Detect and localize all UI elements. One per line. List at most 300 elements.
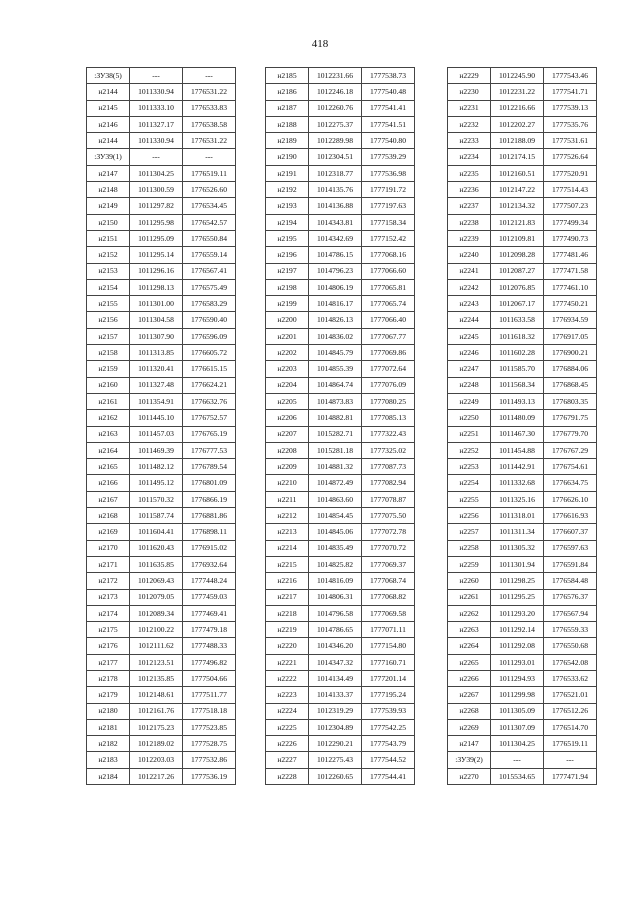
point-id-cell: н2212 bbox=[266, 508, 309, 524]
table-row bbox=[448, 589, 597, 605]
y-coordinate-cell: 1776550.68 bbox=[544, 638, 597, 654]
table-row bbox=[448, 670, 597, 686]
point-id-cell: н2172 bbox=[87, 573, 130, 589]
coordinates-table-3 bbox=[447, 67, 597, 785]
x-coordinate-cell: 1012123.51 bbox=[130, 654, 183, 670]
table-row bbox=[87, 247, 236, 263]
point-id-cell: н2224 bbox=[266, 703, 309, 719]
x-coordinate-cell: 1011469.39 bbox=[130, 442, 183, 458]
x-coordinate-cell: 1012109.81 bbox=[491, 230, 544, 246]
y-coordinate-cell: 1777078.87 bbox=[362, 491, 415, 507]
x-coordinate-cell: 1014796.23 bbox=[309, 263, 362, 279]
point-id-cell: н2255 bbox=[448, 491, 491, 507]
y-coordinate-cell: 1777065.74 bbox=[362, 296, 415, 312]
y-coordinate-cell: 1777068.16 bbox=[362, 247, 415, 263]
table-row bbox=[87, 540, 236, 556]
table-row bbox=[87, 605, 236, 621]
x-coordinate-cell: 1011568.34 bbox=[491, 377, 544, 393]
y-coordinate-cell: 1776521.01 bbox=[544, 687, 597, 703]
table-row bbox=[448, 410, 597, 426]
x-coordinate-cell: 1014806.31 bbox=[309, 589, 362, 605]
y-coordinate-cell: 1776575.49 bbox=[183, 279, 236, 295]
point-id-cell: н2270 bbox=[448, 768, 491, 784]
point-id-cell: н2259 bbox=[448, 556, 491, 572]
point-id-cell: н2153 bbox=[87, 263, 130, 279]
y-coordinate-cell: 1776752.57 bbox=[183, 410, 236, 426]
x-coordinate-cell: 1012231.66 bbox=[309, 68, 362, 84]
table-row bbox=[266, 654, 415, 670]
point-id-cell: н2213 bbox=[266, 524, 309, 540]
table-row bbox=[87, 393, 236, 409]
table-row bbox=[87, 230, 236, 246]
point-id-cell: н2188 bbox=[266, 116, 309, 132]
table-row bbox=[266, 279, 415, 295]
table-row bbox=[87, 84, 236, 100]
point-id-cell: н2250 bbox=[448, 410, 491, 426]
x-coordinate-cell: 1011304.58 bbox=[130, 312, 183, 328]
point-id-cell: н2151 bbox=[87, 230, 130, 246]
x-coordinate-cell: --- bbox=[130, 68, 183, 84]
page-number: 418 bbox=[311, 38, 329, 50]
table-row bbox=[266, 133, 415, 149]
x-coordinate-cell: 1014806.19 bbox=[309, 279, 362, 295]
point-id-cell: н2242 bbox=[448, 279, 491, 295]
x-coordinate-cell: 1011292.08 bbox=[491, 638, 544, 654]
point-id-cell: н2267 bbox=[448, 687, 491, 703]
table-row bbox=[87, 296, 236, 312]
y-coordinate-cell: 1777069.58 bbox=[362, 605, 415, 621]
point-id-cell: н2145 bbox=[87, 100, 130, 116]
table-row bbox=[87, 279, 236, 295]
table-row bbox=[87, 703, 236, 719]
point-id-cell: н2160 bbox=[87, 377, 130, 393]
x-coordinate-cell: 1012260.65 bbox=[309, 768, 362, 784]
y-coordinate-cell: --- bbox=[544, 752, 597, 768]
y-coordinate-cell: 1776632.76 bbox=[183, 393, 236, 409]
point-id-cell: н2171 bbox=[87, 556, 130, 572]
x-coordinate-cell: 1012148.61 bbox=[130, 687, 183, 703]
y-coordinate-cell: 1776634.75 bbox=[544, 475, 597, 491]
table-row bbox=[87, 736, 236, 752]
y-coordinate-cell: 1777528.75 bbox=[183, 736, 236, 752]
table-row bbox=[448, 361, 597, 377]
table-row bbox=[266, 540, 415, 556]
x-coordinate-cell: 1012100.22 bbox=[130, 622, 183, 638]
x-coordinate-cell: 1012231.22 bbox=[491, 84, 544, 100]
table-row bbox=[87, 182, 236, 198]
x-coordinate-cell: 1011570.32 bbox=[130, 491, 183, 507]
x-coordinate-cell: 1012216.66 bbox=[491, 100, 544, 116]
point-id-cell: н2168 bbox=[87, 508, 130, 524]
table-row bbox=[448, 263, 597, 279]
x-coordinate-cell: 1011602.28 bbox=[491, 345, 544, 361]
y-coordinate-cell: 1777195.24 bbox=[362, 687, 415, 703]
table-row bbox=[266, 752, 415, 768]
x-coordinate-cell: 1014786.65 bbox=[309, 622, 362, 638]
y-coordinate-cell: 1776777.53 bbox=[183, 442, 236, 458]
x-coordinate-cell: 1011318.01 bbox=[491, 508, 544, 524]
point-id-cell: н2254 bbox=[448, 475, 491, 491]
point-id-cell: н2178 bbox=[87, 670, 130, 686]
y-coordinate-cell: 1777538.73 bbox=[362, 68, 415, 84]
point-id-cell: :ЗУ38(5) bbox=[87, 68, 130, 84]
x-coordinate-cell: 1011327.48 bbox=[130, 377, 183, 393]
point-id-cell: н2214 bbox=[266, 540, 309, 556]
x-coordinate-cell: 1011454.88 bbox=[491, 442, 544, 458]
x-coordinate-cell: 1011293.20 bbox=[491, 605, 544, 621]
table-body bbox=[266, 68, 415, 785]
point-id-cell: н2186 bbox=[266, 84, 309, 100]
point-id-cell: н2201 bbox=[266, 328, 309, 344]
y-coordinate-cell: 1776559.14 bbox=[183, 247, 236, 263]
point-id-cell: н2260 bbox=[448, 573, 491, 589]
y-coordinate-cell: 1777539.93 bbox=[362, 703, 415, 719]
table-row bbox=[87, 654, 236, 670]
point-id-cell: н2200 bbox=[266, 312, 309, 328]
point-id-cell: н2163 bbox=[87, 426, 130, 442]
y-coordinate-cell: 1777070.72 bbox=[362, 540, 415, 556]
point-id-cell: н2229 bbox=[448, 68, 491, 84]
table-row bbox=[448, 165, 597, 181]
x-coordinate-cell: 1014796.58 bbox=[309, 605, 362, 621]
table-row bbox=[266, 149, 415, 165]
point-id-cell: н2191 bbox=[266, 165, 309, 181]
table-row bbox=[448, 133, 597, 149]
y-coordinate-cell: 1776898.11 bbox=[183, 524, 236, 540]
x-coordinate-cell: 1014816.09 bbox=[309, 573, 362, 589]
point-id-cell: н2169 bbox=[87, 524, 130, 540]
y-coordinate-cell: 1777197.63 bbox=[362, 198, 415, 214]
table-row bbox=[448, 328, 597, 344]
point-id-cell: н2249 bbox=[448, 393, 491, 409]
y-coordinate-cell: 1777471.58 bbox=[544, 263, 597, 279]
point-id-cell: н2262 bbox=[448, 605, 491, 621]
x-coordinate-cell: 1011620.43 bbox=[130, 540, 183, 556]
table-row bbox=[266, 263, 415, 279]
x-coordinate-cell: 1011604.41 bbox=[130, 524, 183, 540]
y-coordinate-cell: 1776934.59 bbox=[544, 312, 597, 328]
point-id-cell: н2263 bbox=[448, 622, 491, 638]
table-row bbox=[87, 638, 236, 654]
table-row bbox=[87, 719, 236, 735]
x-coordinate-cell: 1012076.85 bbox=[491, 279, 544, 295]
point-id-cell: н2144 bbox=[87, 84, 130, 100]
x-coordinate-cell: 1011330.94 bbox=[130, 84, 183, 100]
x-coordinate-cell: 1012202.27 bbox=[491, 116, 544, 132]
table-row bbox=[448, 459, 597, 475]
table-row bbox=[266, 345, 415, 361]
table-row bbox=[87, 459, 236, 475]
x-coordinate-cell: 1014816.17 bbox=[309, 296, 362, 312]
y-coordinate-cell: --- bbox=[183, 68, 236, 84]
x-coordinate-cell: 1011307.09 bbox=[491, 719, 544, 735]
x-coordinate-cell: 1015534.65 bbox=[491, 768, 544, 784]
point-id-cell: н2209 bbox=[266, 459, 309, 475]
x-coordinate-cell: 1014836.02 bbox=[309, 328, 362, 344]
y-coordinate-cell: 1777080.25 bbox=[362, 393, 415, 409]
x-coordinate-cell: 1012319.29 bbox=[309, 703, 362, 719]
point-id-cell: н2235 bbox=[448, 165, 491, 181]
x-coordinate-cell: 1011635.85 bbox=[130, 556, 183, 572]
y-coordinate-cell: 1777450.21 bbox=[544, 296, 597, 312]
point-id-cell: н2179 bbox=[87, 687, 130, 703]
y-coordinate-cell: 1776868.45 bbox=[544, 377, 597, 393]
coordinates-table-1 bbox=[86, 67, 236, 785]
x-coordinate-cell: 1014343.81 bbox=[309, 214, 362, 230]
table-row bbox=[87, 589, 236, 605]
x-coordinate-cell: 1011313.85 bbox=[130, 345, 183, 361]
y-coordinate-cell: 1777490.73 bbox=[544, 230, 597, 246]
table-row bbox=[266, 296, 415, 312]
y-coordinate-cell: 1777496.82 bbox=[183, 654, 236, 670]
table-row bbox=[266, 100, 415, 116]
y-coordinate-cell: 1776917.05 bbox=[544, 328, 597, 344]
x-coordinate-cell: 1011445.10 bbox=[130, 410, 183, 426]
y-coordinate-cell: 1777067.77 bbox=[362, 328, 415, 344]
point-id-cell: н2147 bbox=[87, 165, 130, 181]
x-coordinate-cell: 1012318.77 bbox=[309, 165, 362, 181]
x-coordinate-cell: 1012134.32 bbox=[491, 198, 544, 214]
point-id-cell: н2247 bbox=[448, 361, 491, 377]
point-id-cell: н2185 bbox=[266, 68, 309, 84]
table-row bbox=[266, 508, 415, 524]
y-coordinate-cell: 1776616.93 bbox=[544, 508, 597, 524]
point-id-cell: н2207 bbox=[266, 426, 309, 442]
table-row bbox=[87, 622, 236, 638]
point-id-cell: н2237 bbox=[448, 198, 491, 214]
y-coordinate-cell: 1777085.13 bbox=[362, 410, 415, 426]
x-coordinate-cell: 1015281.18 bbox=[309, 442, 362, 458]
y-coordinate-cell: 1777325.02 bbox=[362, 442, 415, 458]
x-coordinate-cell: 1014882.81 bbox=[309, 410, 362, 426]
y-coordinate-cell: 1776607.37 bbox=[544, 524, 597, 540]
table-row bbox=[87, 312, 236, 328]
x-coordinate-cell: 1012275.43 bbox=[309, 752, 362, 768]
x-coordinate-cell: 1012069.43 bbox=[130, 573, 183, 589]
table-row bbox=[87, 133, 236, 149]
point-id-cell: н2174 bbox=[87, 605, 130, 621]
x-coordinate-cell: 1014826.13 bbox=[309, 312, 362, 328]
table-row bbox=[448, 638, 597, 654]
table-row bbox=[266, 719, 415, 735]
point-id-cell: н2181 bbox=[87, 719, 130, 735]
table-row bbox=[87, 328, 236, 344]
point-id-cell: н2225 bbox=[266, 719, 309, 735]
y-coordinate-cell: 1777191.72 bbox=[362, 182, 415, 198]
table-row bbox=[87, 442, 236, 458]
table-row bbox=[266, 736, 415, 752]
table-row bbox=[448, 605, 597, 621]
y-coordinate-cell: 1776567.94 bbox=[544, 605, 597, 621]
y-coordinate-cell: 1777072.64 bbox=[362, 361, 415, 377]
y-coordinate-cell: 1777539.13 bbox=[544, 100, 597, 116]
x-coordinate-cell: 1011304.25 bbox=[491, 736, 544, 752]
y-coordinate-cell: 1776791.75 bbox=[544, 410, 597, 426]
table-row bbox=[266, 116, 415, 132]
x-coordinate-cell: 1011292.14 bbox=[491, 622, 544, 638]
y-coordinate-cell: 1777158.34 bbox=[362, 214, 415, 230]
point-id-cell: н2184 bbox=[87, 768, 130, 784]
point-id-cell: н2265 bbox=[448, 654, 491, 670]
y-coordinate-cell: 1777543.46 bbox=[544, 68, 597, 84]
x-coordinate-cell: 1011325.16 bbox=[491, 491, 544, 507]
x-coordinate-cell: 1011618.32 bbox=[491, 328, 544, 344]
y-coordinate-cell: 1777469.41 bbox=[183, 605, 236, 621]
point-id-cell: н2241 bbox=[448, 263, 491, 279]
y-coordinate-cell: 1777520.91 bbox=[544, 165, 597, 181]
point-id-cell: н2175 bbox=[87, 622, 130, 638]
point-id-cell: н2189 bbox=[266, 133, 309, 149]
point-id-cell: н2196 bbox=[266, 247, 309, 263]
table-row bbox=[87, 165, 236, 181]
table-row bbox=[87, 475, 236, 491]
x-coordinate-cell: 1012260.76 bbox=[309, 100, 362, 116]
y-coordinate-cell: 1777087.73 bbox=[362, 459, 415, 475]
table-row bbox=[266, 328, 415, 344]
point-id-cell: н2194 bbox=[266, 214, 309, 230]
table-row bbox=[448, 540, 597, 556]
x-coordinate-cell: 1012246.18 bbox=[309, 84, 362, 100]
table-row bbox=[448, 393, 597, 409]
x-coordinate-cell: 1012304.89 bbox=[309, 719, 362, 735]
point-id-cell: н2258 bbox=[448, 540, 491, 556]
y-coordinate-cell: 1776550.84 bbox=[183, 230, 236, 246]
x-coordinate-cell: 1014347.32 bbox=[309, 654, 362, 670]
table-row bbox=[448, 149, 597, 165]
point-id-cell: н2266 bbox=[448, 670, 491, 686]
y-coordinate-cell: 1776531.22 bbox=[183, 84, 236, 100]
table-row bbox=[87, 670, 236, 686]
table-row bbox=[448, 768, 597, 784]
x-coordinate-cell: 1012175.23 bbox=[130, 719, 183, 735]
y-coordinate-cell: 1777542.25 bbox=[362, 719, 415, 735]
x-coordinate-cell: 1014134.49 bbox=[309, 670, 362, 686]
point-id-cell: н2204 bbox=[266, 377, 309, 393]
table-row bbox=[266, 459, 415, 475]
table-row bbox=[448, 214, 597, 230]
y-coordinate-cell: 1777154.80 bbox=[362, 638, 415, 654]
table-row bbox=[87, 508, 236, 524]
x-coordinate-cell: 1012067.17 bbox=[491, 296, 544, 312]
x-coordinate-cell: 1014346.20 bbox=[309, 638, 362, 654]
y-coordinate-cell: 1777539.29 bbox=[362, 149, 415, 165]
y-coordinate-cell: 1777065.81 bbox=[362, 279, 415, 295]
x-coordinate-cell: 1014864.74 bbox=[309, 377, 362, 393]
y-coordinate-cell: 1777535.76 bbox=[544, 116, 597, 132]
y-coordinate-cell: 1776583.29 bbox=[183, 296, 236, 312]
y-coordinate-cell: 1777082.94 bbox=[362, 475, 415, 491]
point-id-cell: н2164 bbox=[87, 442, 130, 458]
x-coordinate-cell: 1012290.21 bbox=[309, 736, 362, 752]
table-row bbox=[448, 524, 597, 540]
table-row bbox=[266, 475, 415, 491]
table-row bbox=[448, 345, 597, 361]
point-id-cell: н2218 bbox=[266, 605, 309, 621]
table-row bbox=[448, 491, 597, 507]
table-row bbox=[87, 687, 236, 703]
x-coordinate-cell: 1011294.93 bbox=[491, 670, 544, 686]
x-coordinate-cell: 1012160.51 bbox=[491, 165, 544, 181]
table-row bbox=[266, 198, 415, 214]
x-coordinate-cell: 1011320.41 bbox=[130, 361, 183, 377]
y-coordinate-cell: 1777507.23 bbox=[544, 198, 597, 214]
x-coordinate-cell: 1012304.51 bbox=[309, 149, 362, 165]
point-id-cell: н2183 bbox=[87, 752, 130, 768]
x-coordinate-cell: 1011295.98 bbox=[130, 214, 183, 230]
x-coordinate-cell: 1011493.13 bbox=[491, 393, 544, 409]
table-row bbox=[266, 589, 415, 605]
x-coordinate-cell: 1014881.32 bbox=[309, 459, 362, 475]
y-coordinate-cell: 1776615.15 bbox=[183, 361, 236, 377]
table-row bbox=[266, 605, 415, 621]
y-coordinate-cell: 1777471.94 bbox=[544, 768, 597, 784]
point-id-cell: н2268 bbox=[448, 703, 491, 719]
y-coordinate-cell: 1776596.09 bbox=[183, 328, 236, 344]
y-coordinate-cell: 1776779.70 bbox=[544, 426, 597, 442]
point-id-cell: н2215 bbox=[266, 556, 309, 572]
point-id-cell: н2152 bbox=[87, 247, 130, 263]
table-row bbox=[448, 719, 597, 735]
y-coordinate-cell: 1777532.86 bbox=[183, 752, 236, 768]
point-id-cell: н2222 bbox=[266, 670, 309, 686]
point-id-cell: н2177 bbox=[87, 654, 130, 670]
point-id-cell: н2182 bbox=[87, 736, 130, 752]
point-id-cell: н2221 bbox=[266, 654, 309, 670]
y-coordinate-cell: 1776538.58 bbox=[183, 116, 236, 132]
table-row bbox=[448, 279, 597, 295]
y-coordinate-cell: 1777322.43 bbox=[362, 426, 415, 442]
y-coordinate-cell: 1777479.18 bbox=[183, 622, 236, 638]
point-id-cell: н2202 bbox=[266, 345, 309, 361]
y-coordinate-cell: 1777152.42 bbox=[362, 230, 415, 246]
x-coordinate-cell: 1012111.62 bbox=[130, 638, 183, 654]
point-id-cell: н2251 bbox=[448, 426, 491, 442]
x-coordinate-cell: 1011297.82 bbox=[130, 198, 183, 214]
x-coordinate-cell: 1012079.05 bbox=[130, 589, 183, 605]
x-coordinate-cell: 1011305.09 bbox=[491, 703, 544, 719]
table-row bbox=[448, 622, 597, 638]
point-id-cell: н2170 bbox=[87, 540, 130, 556]
y-coordinate-cell: 1777541.71 bbox=[544, 84, 597, 100]
y-coordinate-cell: 1776866.19 bbox=[183, 491, 236, 507]
table-row bbox=[87, 198, 236, 214]
point-id-cell: н2165 bbox=[87, 459, 130, 475]
y-coordinate-cell: 1777526.64 bbox=[544, 149, 597, 165]
x-coordinate-cell: 1012161.76 bbox=[130, 703, 183, 719]
y-coordinate-cell: 1776512.26 bbox=[544, 703, 597, 719]
y-coordinate-cell: 1777536.19 bbox=[183, 768, 236, 784]
point-id-cell: н2198 bbox=[266, 279, 309, 295]
table-row bbox=[448, 198, 597, 214]
y-coordinate-cell: 1777201.14 bbox=[362, 670, 415, 686]
table-row bbox=[87, 263, 236, 279]
point-id-cell: н2252 bbox=[448, 442, 491, 458]
x-coordinate-cell: 1014136.88 bbox=[309, 198, 362, 214]
point-id-cell: н2192 bbox=[266, 182, 309, 198]
point-id-cell: н2245 bbox=[448, 328, 491, 344]
x-coordinate-cell: 1012121.83 bbox=[491, 214, 544, 230]
table-row bbox=[266, 312, 415, 328]
x-coordinate-cell: --- bbox=[130, 149, 183, 165]
y-coordinate-cell: --- bbox=[183, 149, 236, 165]
y-coordinate-cell: 1776531.22 bbox=[183, 133, 236, 149]
table-row bbox=[266, 247, 415, 263]
point-id-cell: н2246 bbox=[448, 345, 491, 361]
y-coordinate-cell: 1776533.62 bbox=[544, 670, 597, 686]
table-row bbox=[266, 622, 415, 638]
point-id-cell: н2150 bbox=[87, 214, 130, 230]
x-coordinate-cell: 1012203.03 bbox=[130, 752, 183, 768]
